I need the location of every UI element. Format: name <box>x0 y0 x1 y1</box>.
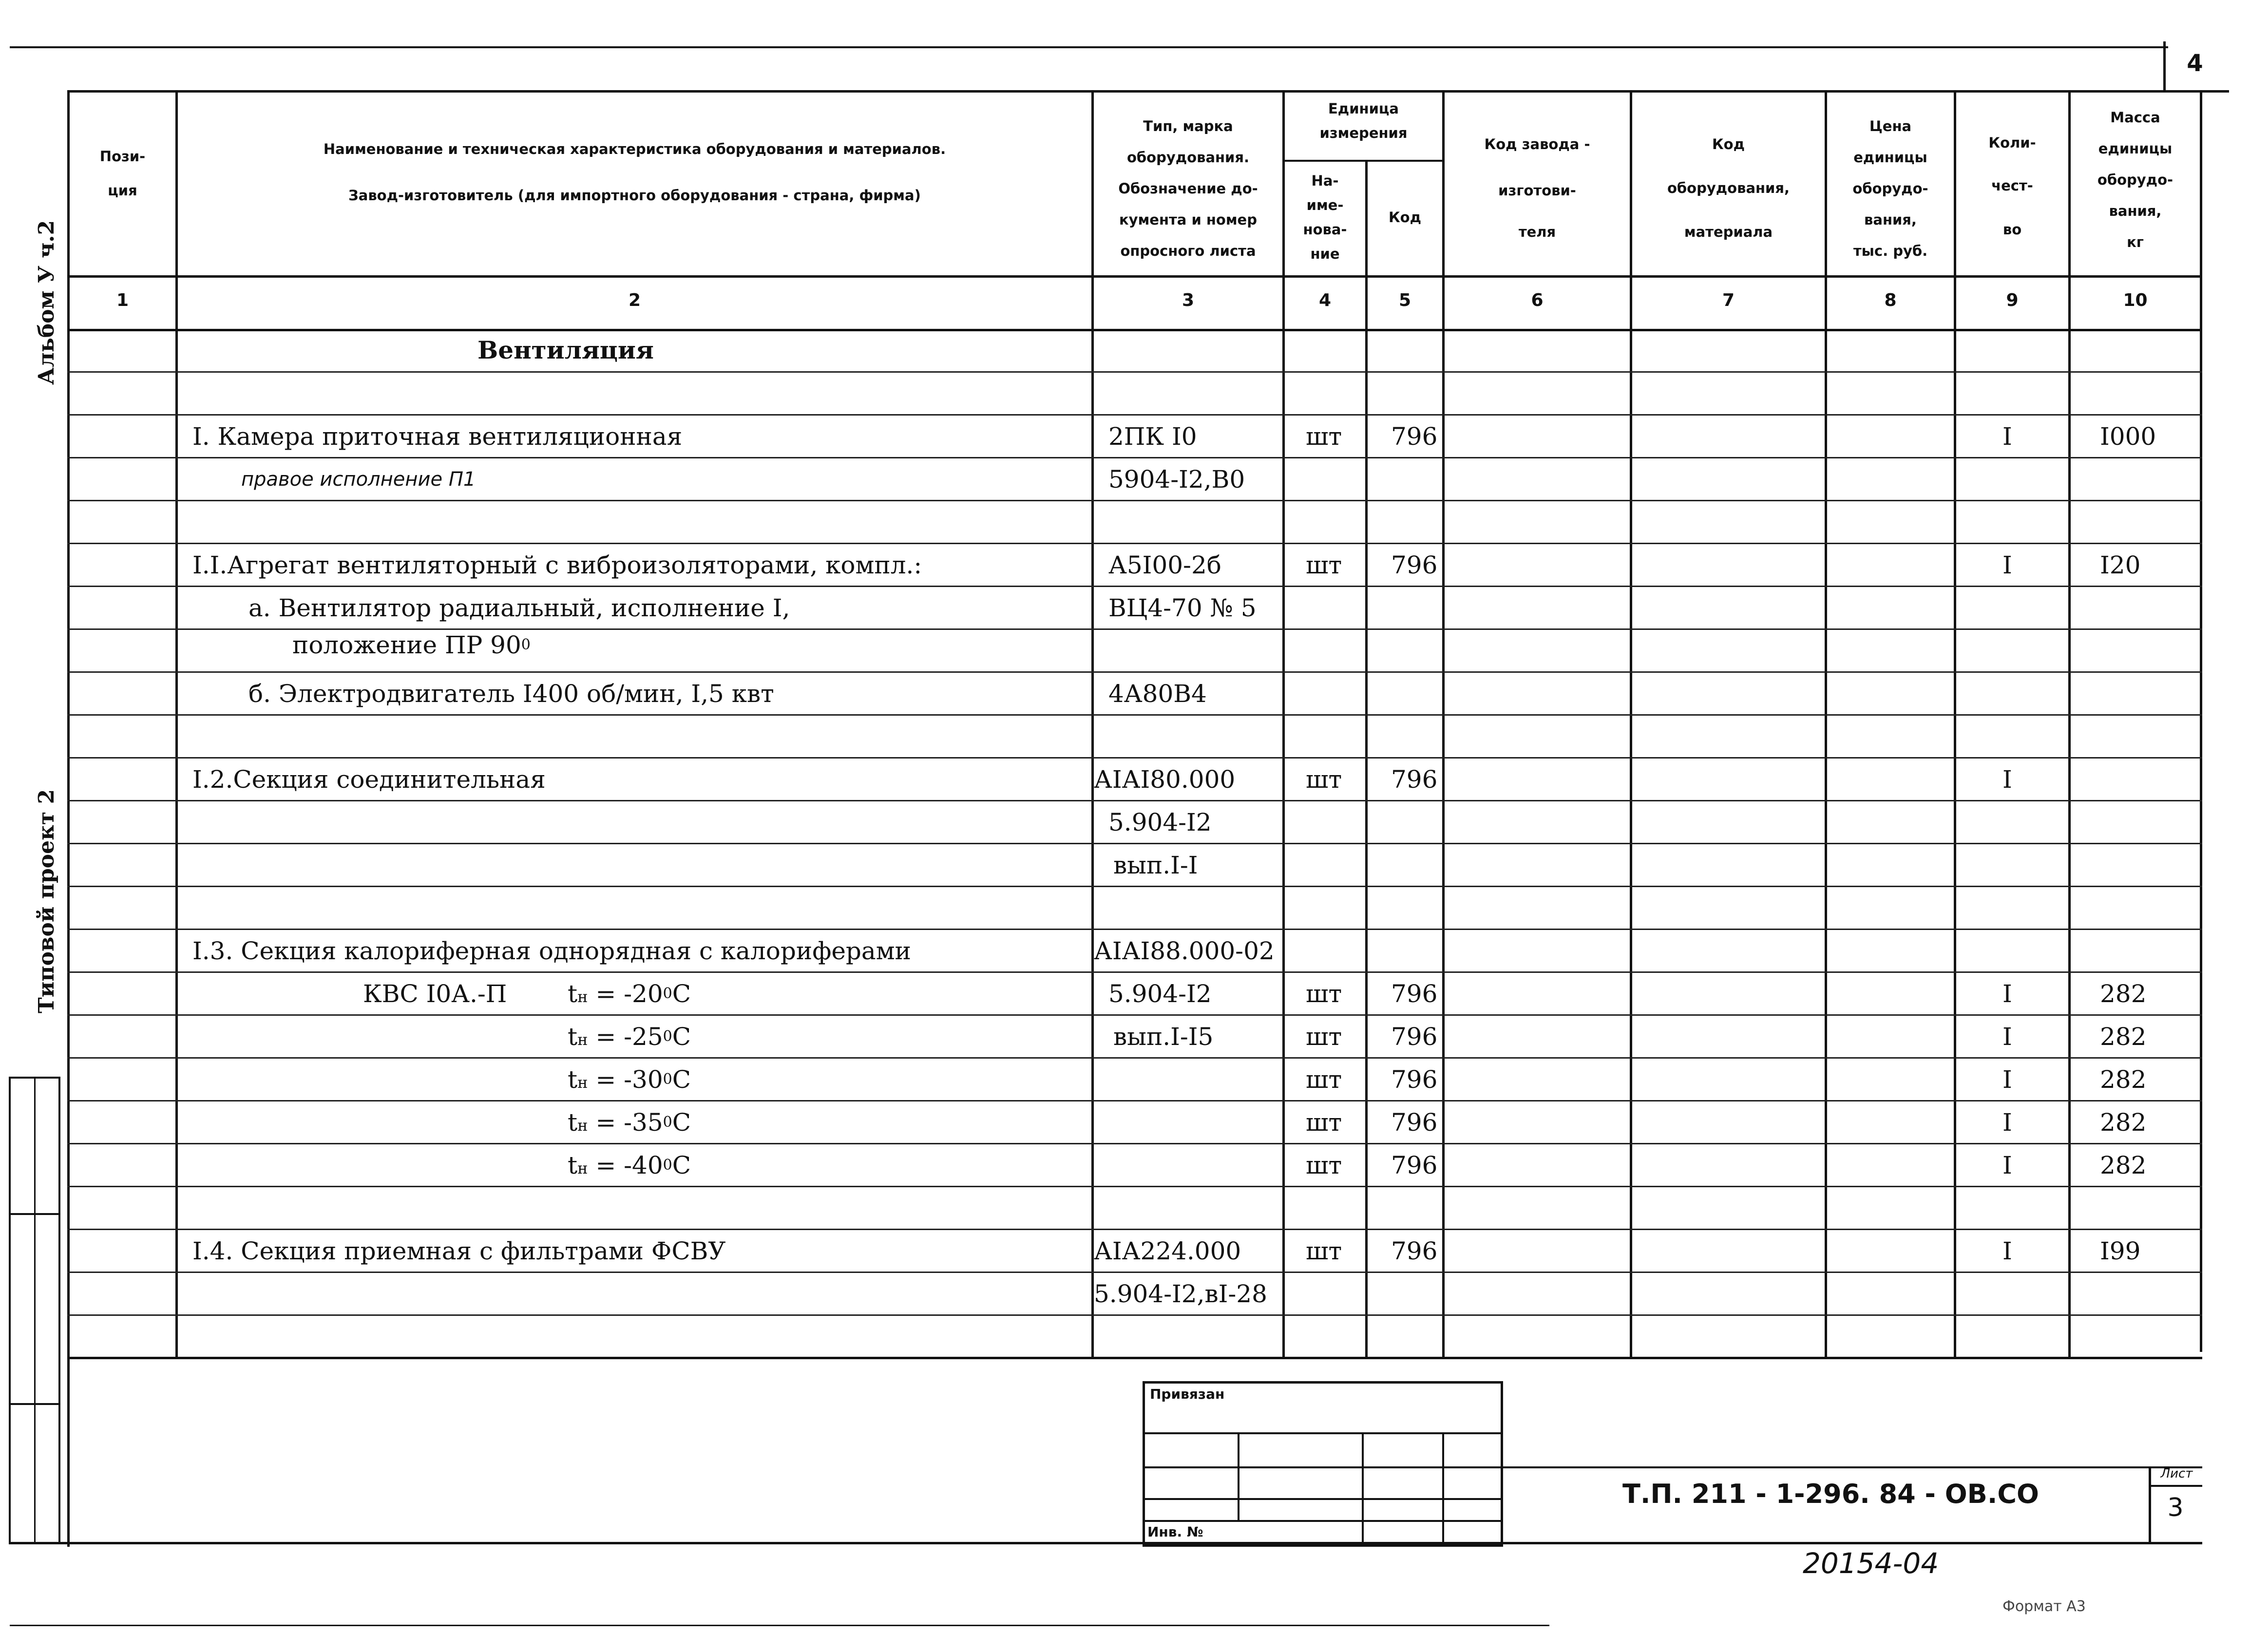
item-unit-code: 796 <box>1391 1023 1438 1051</box>
header-position-1: Пози- <box>99 148 146 165</box>
item-name: I.3. Секция калориферная однорядная с калориферами <box>192 937 911 965</box>
header-mfr-code-3: теля <box>1518 224 1556 240</box>
header-equip-code-2: оборудования, <box>1667 180 1790 196</box>
document-code: Т.П. 211 - 1-296. 84 - ОВ.СО <box>1622 1479 2039 1509</box>
header-price-2: единицы <box>1853 149 1927 166</box>
item-mass: 282 <box>2100 1151 2147 1179</box>
page-number: 4 <box>2187 50 2203 77</box>
header-mfr-code-2: изготови- <box>1498 182 1576 199</box>
header-price-4: вания, <box>1864 211 1917 228</box>
item-type: вып.I-I5 <box>1113 1023 1214 1051</box>
header-type-4: кумента и номер <box>1119 211 1257 228</box>
item-unit: шт <box>1306 422 1342 451</box>
header-name-line1: Наименование и техническая характеристика оборудования и материалов. <box>323 141 946 157</box>
item-unit-code: 796 <box>1391 980 1438 1008</box>
item-unit-code: 796 <box>1391 1108 1438 1137</box>
item-unit: шт <box>1306 765 1342 794</box>
header-unit-name-1: На- <box>1311 172 1339 189</box>
item-unit-code: 796 <box>1391 422 1438 451</box>
item-type: 5.904-I2 <box>1108 980 1212 1008</box>
stamp-inv-no: Инв. № <box>1147 1524 1203 1540</box>
header-mass-5: кг <box>2127 234 2144 250</box>
column-number: 9 <box>2006 290 2019 310</box>
header-equip-code-3: материала <box>1684 224 1773 240</box>
column-number: 3 <box>1182 290 1195 310</box>
header-mass-3: оборудо- <box>2097 171 2174 188</box>
item-type: А5I00-2б <box>1108 551 1221 579</box>
item-type: 5904-I2,В0 <box>1108 465 1245 494</box>
item-mass: I20 <box>2100 551 2141 579</box>
sheet-number: 3 <box>2167 1493 2184 1522</box>
header-unit-2: измерения <box>1319 125 1408 141</box>
item-qty: I <box>2002 551 2012 579</box>
item-unit: шт <box>1306 1151 1342 1179</box>
header-unit-1: Единица <box>1328 100 1399 117</box>
header-mfr-code-1: Код завода - <box>1484 136 1590 152</box>
item-qty: I <box>2002 1237 2012 1265</box>
item-unit: шт <box>1306 1237 1342 1265</box>
format-label: Формат А3 <box>2002 1598 2086 1615</box>
temperature-35: tн = $-35^0С$ <box>568 1108 691 1137</box>
temperature-20: tн = $-20^0С$ <box>568 980 691 1008</box>
album-label: Альбом У ч.2 <box>34 220 59 385</box>
header-unit-name-4: ние <box>1310 246 1340 262</box>
header-price-5: тыс. руб. <box>1853 243 1928 259</box>
column-number: 7 <box>1722 290 1735 310</box>
item-unit: шт <box>1306 1108 1342 1137</box>
item-name: I.2.Секция соединительная <box>192 765 546 794</box>
item-name: I. Камера приточная вентиляционная <box>192 422 683 451</box>
header-type-5: опросного листа <box>1120 243 1256 259</box>
item-mass: I99 <box>2100 1237 2141 1265</box>
column-number: 2 <box>628 290 641 310</box>
item-unit-code: 796 <box>1391 765 1438 794</box>
header-mass-4: вания, <box>2109 203 2162 219</box>
column-number: 6 <box>1531 290 1544 310</box>
temperature-30: tн = $-30^0С$ <box>568 1065 691 1094</box>
item-qty: I <box>2002 765 2012 794</box>
item-qty: I <box>2002 422 2012 451</box>
item-name: I.4. Секция приемная с фильтрами ФСВУ <box>192 1237 726 1265</box>
item-qty: I <box>2002 1151 2012 1179</box>
item-unit: шт <box>1306 1023 1342 1051</box>
header-type-3: Обозначение до- <box>1118 180 1258 197</box>
column-number: 1 <box>116 290 129 310</box>
item-type: АIАI80.000 <box>1094 765 1236 794</box>
temperature-40: tн = $-40^0С$ <box>568 1151 691 1179</box>
header-qty-2: чест- <box>1991 177 2033 194</box>
header-qty-1: Коли- <box>1988 134 2036 151</box>
item-type: вып.I-I <box>1113 851 1198 879</box>
header-qty-3: во <box>2002 221 2022 238</box>
header-position-2: ция <box>108 182 137 199</box>
item-qty: I <box>2002 980 2012 1008</box>
item-qty: I <box>2002 1108 2012 1137</box>
column-number: 5 <box>1398 290 1411 310</box>
item-qty: I <box>2002 1065 2012 1094</box>
item-unit: шт <box>1306 980 1342 1008</box>
stamp-privyazan: Привязан <box>1150 1386 1225 1402</box>
item-unit-code: 796 <box>1391 1237 1438 1265</box>
header-price-1: Цена <box>1869 118 1912 134</box>
header-unit-name-3: нова- <box>1303 221 1347 238</box>
item-mass: 282 <box>2100 1023 2147 1051</box>
column-number: 10 <box>2123 290 2148 310</box>
temperature-25: tн = $-25^0С$ <box>568 1023 691 1051</box>
item-unit-code: 796 <box>1391 1065 1438 1094</box>
item-unit: шт <box>1306 1065 1342 1094</box>
item-mass: 282 <box>2100 980 2147 1008</box>
item-type: АIА224.000 <box>1094 1237 1241 1265</box>
item-name: I.I.Агрегат вентиляторный с виброизоляторами, компл.: <box>192 551 922 579</box>
item-type: 5.904-I2,вI-28 <box>1094 1280 1267 1308</box>
project-label: Типовой проект 2 <box>34 789 59 1013</box>
position-text: положение ПР 90 <box>292 631 521 659</box>
header-equip-code-1: Код <box>1712 136 1745 152</box>
item-type: 2ПК I0 <box>1108 422 1197 451</box>
header-mass-1: Масса <box>2110 109 2160 126</box>
item-type: ВЦ4-70 № 5 <box>1108 594 1257 622</box>
item-mass: 282 <box>2100 1065 2147 1094</box>
column-number: 8 <box>1884 290 1897 310</box>
item-type: 5.904-I2 <box>1108 808 1212 836</box>
item-mass: 282 <box>2100 1108 2147 1137</box>
header-type-2: оборудования. <box>1126 149 1250 166</box>
item-qty: I <box>2002 1023 2012 1051</box>
handwritten-number: 20154-04 <box>1803 1547 1939 1580</box>
header-mass-2: единицы <box>2098 140 2173 157</box>
item-type: 4А80В4 <box>1108 680 1207 708</box>
item-unit: шт <box>1306 551 1342 579</box>
heater-model: КВС I0А.-П <box>363 980 507 1008</box>
header-unit-code: Код <box>1388 209 1422 226</box>
header-price-3: оборудо- <box>1852 180 1928 197</box>
sheet-label: Лист <box>2160 1466 2193 1481</box>
item-name-handwritten: правое исполнение П1 <box>241 468 476 491</box>
header-name-line2: Завод-изготовитель (для импортного оборудования - страна, фирма) <box>348 187 921 204</box>
degree-sup: 0 <box>521 636 531 653</box>
item-name: а. Вентилятор радиальный, исполнение I, <box>248 594 790 622</box>
header-type-1: Тип, марка <box>1143 118 1233 134</box>
item-name: б. Электродвигатель I400 об/мин, I,5 квт <box>248 680 774 708</box>
header-unit-name-2: име- <box>1306 197 1344 213</box>
item-unit-code: 796 <box>1391 1151 1438 1179</box>
column-number: 4 <box>1318 290 1332 310</box>
item-name <box>292 624 531 666</box>
item-mass: I000 <box>2100 422 2156 451</box>
item-unit-code: 796 <box>1391 551 1438 579</box>
section-title: Вентиляция <box>477 336 654 364</box>
item-type: АIАI88.000-02 <box>1094 937 1275 965</box>
